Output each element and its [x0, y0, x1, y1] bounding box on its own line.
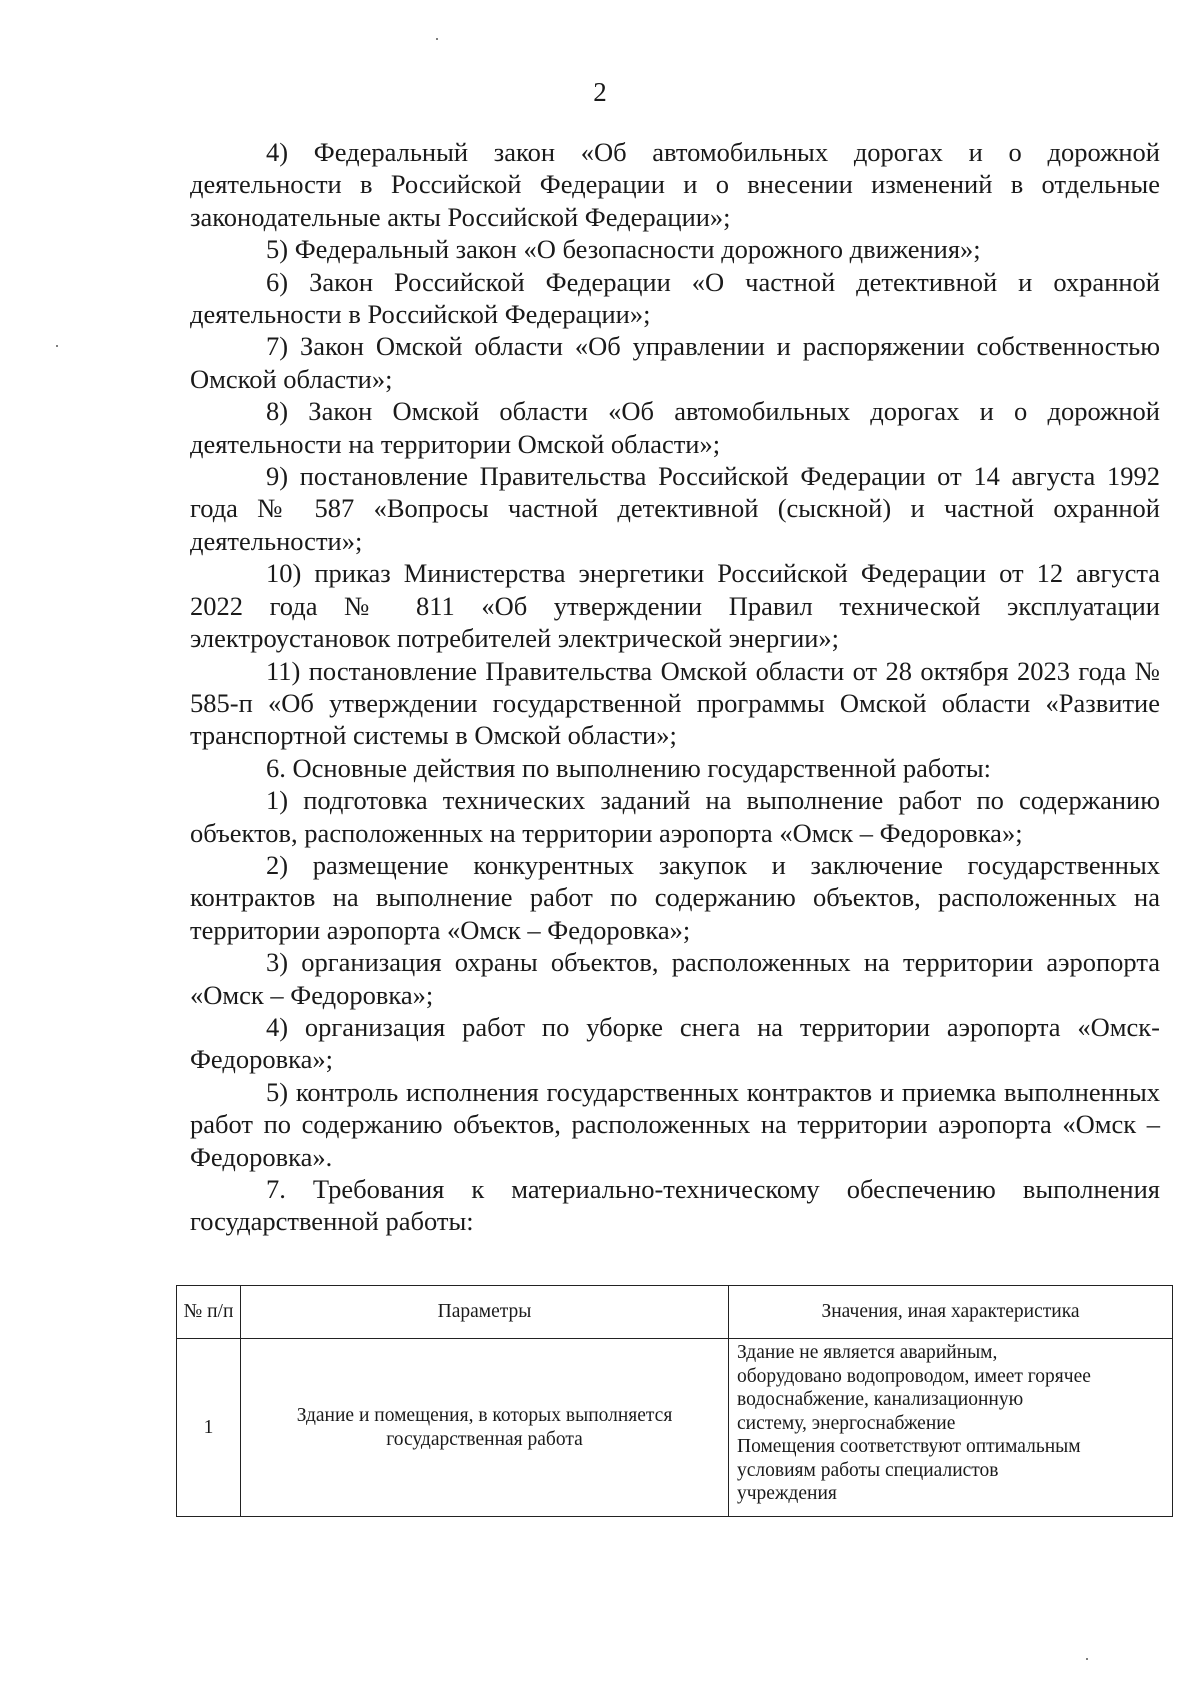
value-line: водоснабжение, канализационную [737, 1389, 1024, 1410]
row-parameter: Здание и помещения, в которых выполняется государственная работа [241, 1339, 729, 1517]
table-header-row [177, 1286, 1173, 1339]
action-item-security: 3) организация охраны объектов, расположенных на территории аэропорта «Омск – Федоровка»; [190, 947, 1160, 1010]
row-value [729, 1339, 1173, 1517]
table-row [177, 1339, 1173, 1517]
list-item-omsk-law-roads: 8) Закон Омской области «Об автомобильных дорогах и о дорожной деятельности на территории Омской области»; [190, 396, 1160, 459]
value-line: учреждения [737, 1483, 837, 1504]
value-line: Здание не является аварийным, [737, 1342, 998, 1363]
section-heading-main-actions: 6. Основные действия по выполнению государственной работы: [266, 752, 992, 783]
scan-speck [56, 345, 58, 347]
list-item-federal-law-roads: 4) Федеральный закон «Об автомобильных дорогах и о дорожной деятельности в Российской Федерации и о внесении изменений в отдельные законодательные акты Российской Федерации»; [190, 137, 1160, 232]
header-values: Значения, иная характеристика [729, 1286, 1173, 1339]
section-heading-material-requirements: 7. Требования к материально-техническому обеспечению выполнения государственной работы: [190, 1174, 1160, 1237]
header-number: № п/п [177, 1286, 241, 1339]
requirements-table [176, 1285, 1173, 1517]
value-line: систему, энергоснабжение [737, 1412, 956, 1434]
scan-speck [436, 38, 438, 40]
value-line: оборудовано водопроводом, имеет горячее [737, 1365, 1091, 1387]
value-line: условиям работы специалистов [737, 1459, 999, 1481]
action-item-contract-control: 5) контроль исполнения государственных контрактов и приемка выполненных работ по содержанию объектов, расположенных на территории аэропорта «Омск – Федоровка». [190, 1076, 1160, 1172]
list-item-law-detective-security: 6) Закон Российской Федерации «О частной детективной и охранной деятельности в Российской Федерации»; [190, 266, 1160, 330]
document-body [190, 136, 1160, 1238]
action-item-procurement: 2) размещение конкурентных закупок и заключение государственных контрактов на выполнение работ по содержанию объектов, расположенных на территории аэропорта «Омск – Федоровка»; [190, 849, 1160, 945]
row-number: 1 [177, 1339, 241, 1517]
action-item-snow-removal: 4) организация работ по уборке снега на территории аэропорта «Омск-Федоровка»; [190, 1011, 1160, 1075]
list-item-government-resolution-587: 9) постановление Правительства Российской Федерации от 14 августа 1992 года № 587 «Вопросы частной детективной (сыскной) и частной охранной деятельности»; [190, 461, 1160, 556]
list-item-energy-ministry-order-811: 10) приказ Министерства энергетики Российской Федерации от 12 августа 2022 года № 811 «Об утверждении Правил технической эксплуатации электроустановок потребителей электрической энергии»; [190, 558, 1160, 654]
header-parameters: Параметры [241, 1286, 729, 1339]
list-item-omsk-law-property: 7) Закон Омской области «Об управлении и распоряжении собственностью Омской области»; [190, 331, 1160, 394]
list-item-omsk-resolution-585: 11) постановление Правительства Омской области от 28 октября 2023 года № 585-п «Об утверждении государственной программы Омской области «Развитие транспортной системы в Омской области»; [190, 655, 1160, 751]
list-item-federal-law-traffic-safety: 5) Федеральный закон «О безопасности дорожного движения»; [266, 234, 981, 265]
value-line: Помещения соответствуют оптимальным [737, 1436, 1081, 1457]
action-item-technical-tasks: 1) подготовка технических заданий на выполнение работ по содержанию объектов, расположенных на территории аэропорта «Омск – Федоровка»; [190, 785, 1160, 848]
scan-speck [1086, 1658, 1088, 1660]
page-number: 2 [593, 77, 607, 107]
